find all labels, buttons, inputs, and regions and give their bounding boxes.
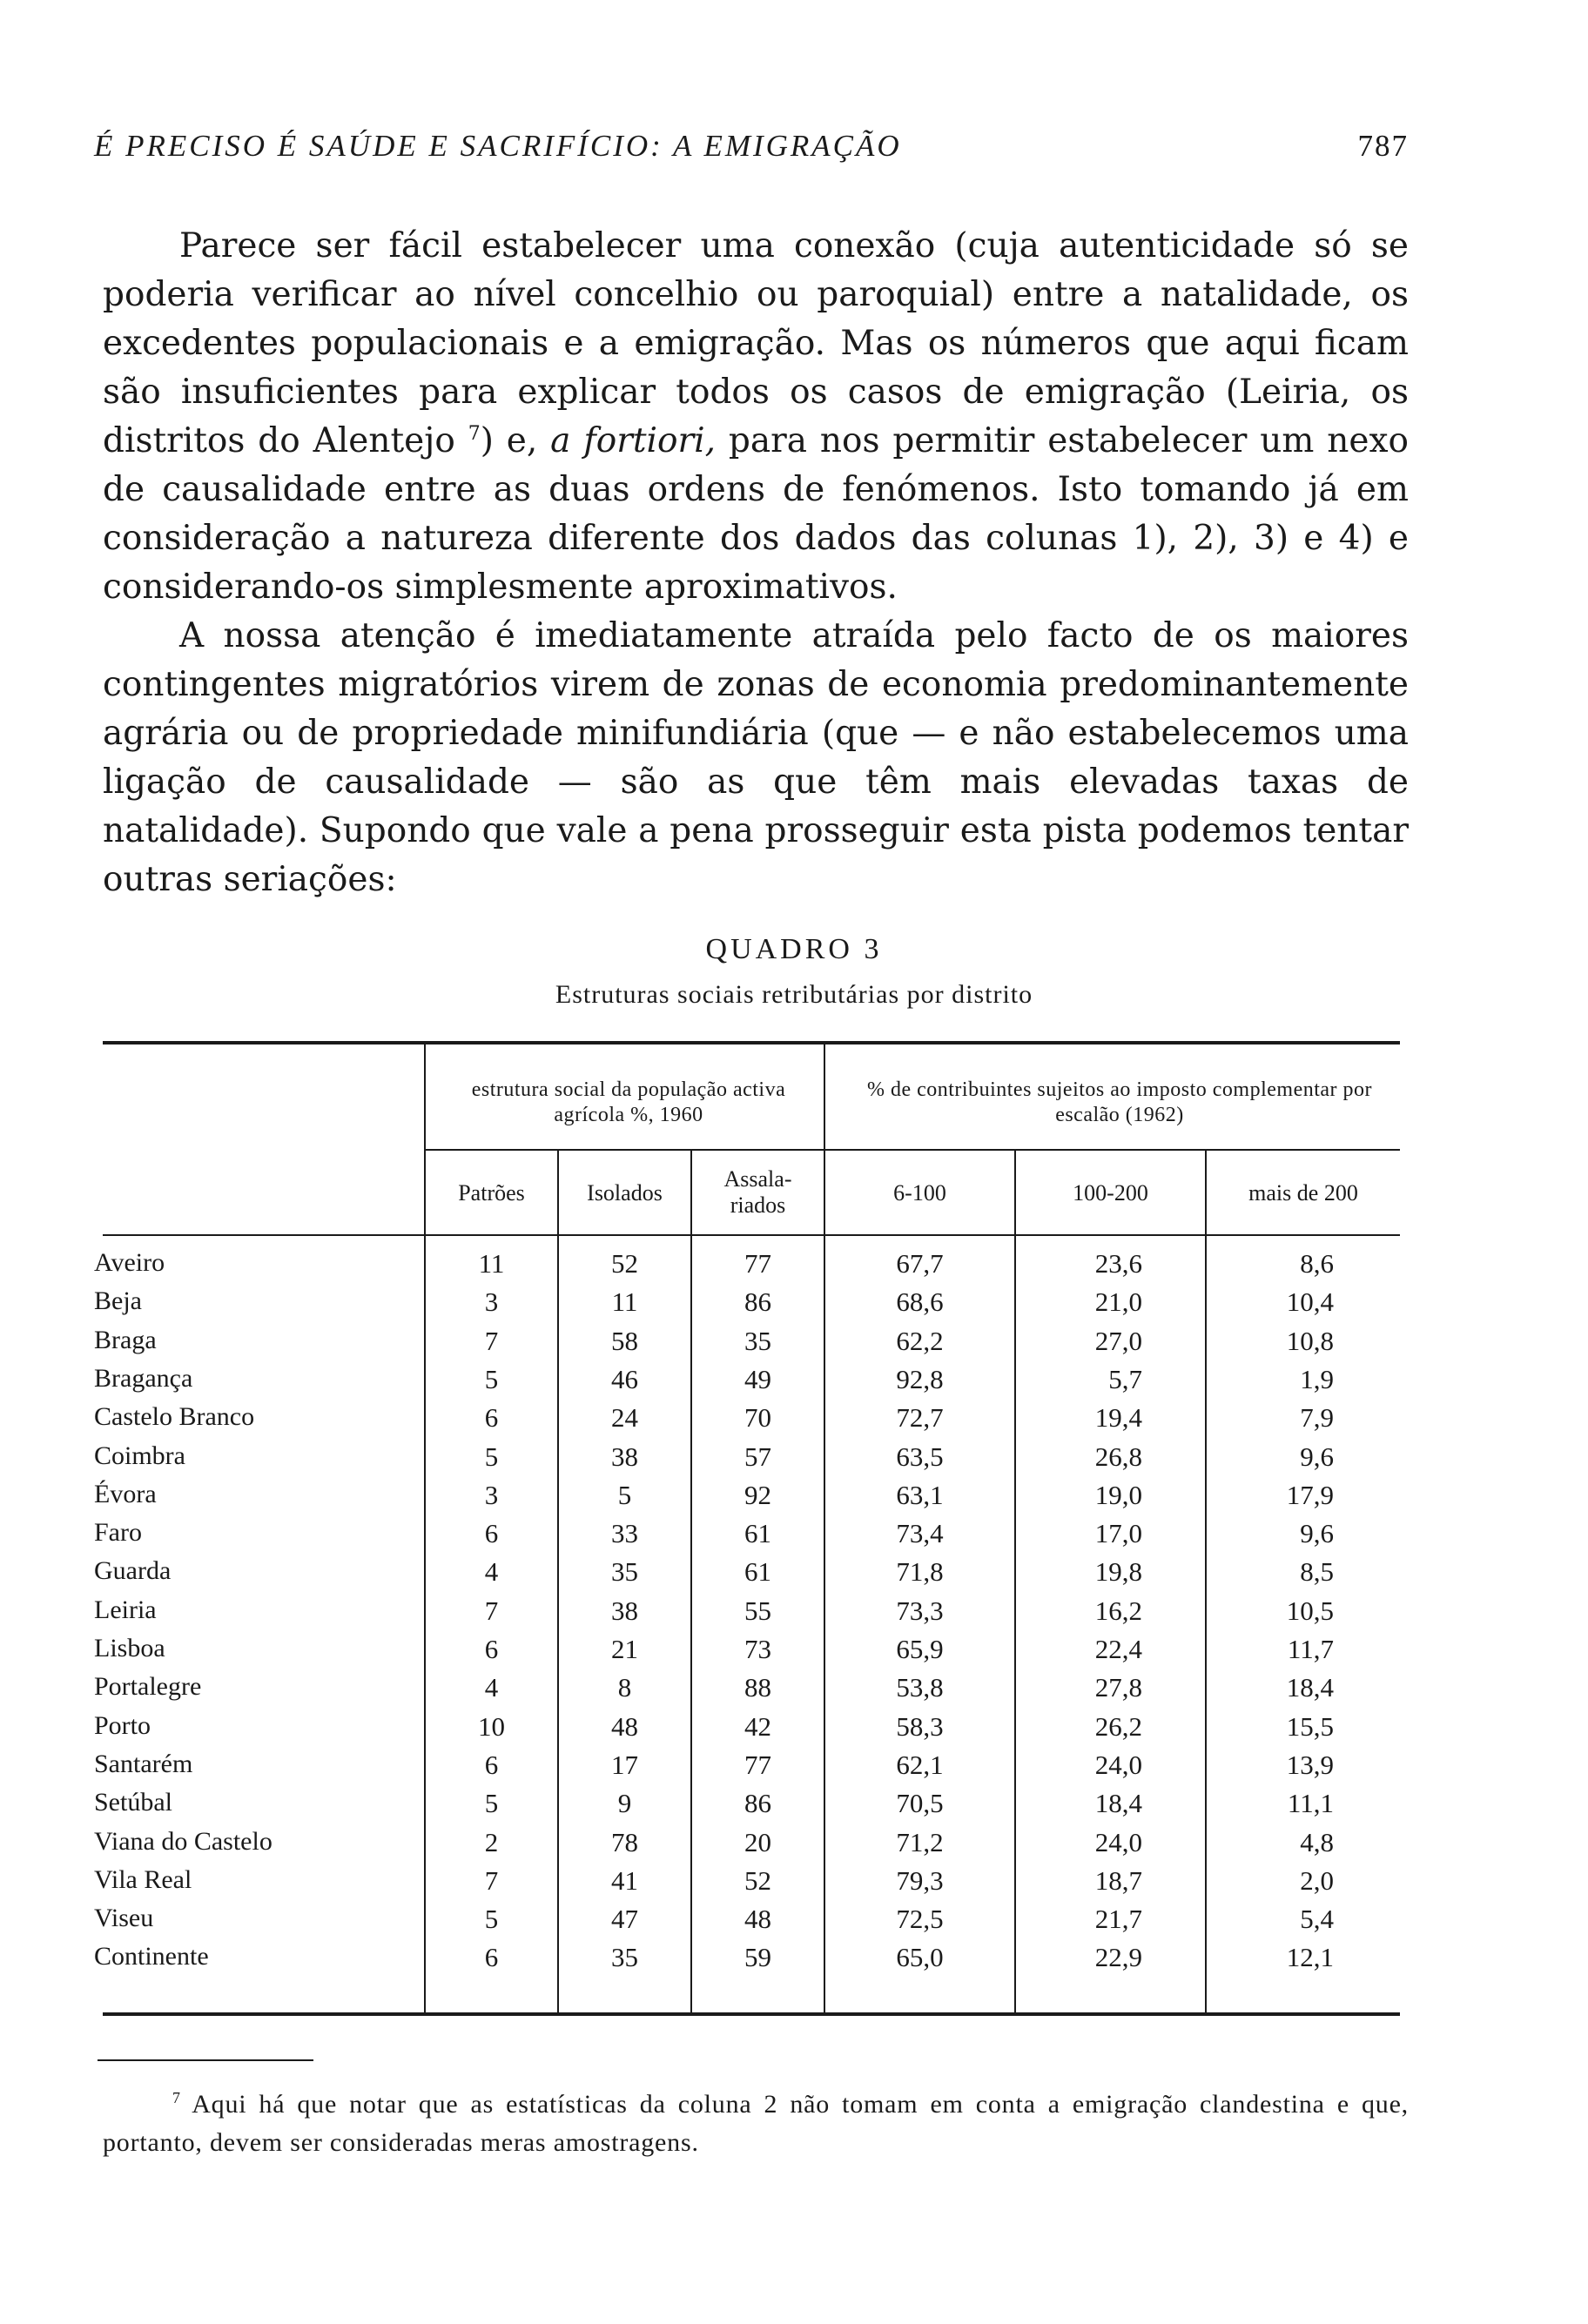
- row-district-label: [94, 1480, 409, 1518]
- table-cell-isolados: 24: [611, 1402, 638, 1433]
- table-cell-e6-100: 71,2: [896, 1827, 944, 1857]
- table-cell-assalariados: 59: [744, 1942, 771, 1972]
- table-cell-e6-100: 70,5: [896, 1788, 944, 1818]
- table-cell-e100-200: 17,0: [1094, 1518, 1142, 1548]
- district-name: Santarém: [94, 1750, 198, 1778]
- district-name: Porto: [94, 1711, 156, 1740]
- row-district-label: [94, 1750, 409, 1788]
- table-cell-e100-200: 22,4: [1094, 1634, 1142, 1664]
- table-cell-patroes: 11: [478, 1248, 505, 1279]
- table-cell-patroes: 3: [484, 1480, 499, 1510]
- table-cell-isolados: 17: [611, 1750, 638, 1780]
- table-cell-assalariados: 48: [744, 1904, 771, 1934]
- table-cell-e6-100: 73,3: [896, 1595, 944, 1626]
- footnote: [103, 2079, 1409, 2162]
- table-cell-patroes: 6: [484, 1518, 499, 1548]
- row-district-label: [94, 1634, 409, 1672]
- table-cell-isolados: 11: [611, 1286, 638, 1317]
- table-cell-patroes: 5: [484, 1364, 499, 1394]
- group-header-social-structure: estrutura social da população activa agrícola %, 1960: [471, 1078, 786, 1126]
- table-cell-assalariados: 57: [744, 1441, 771, 1472]
- table-cell-mais200: 17,9: [1286, 1480, 1334, 1510]
- table-cell-e6-100: 92,8: [896, 1364, 944, 1394]
- district-name: Portalegre: [94, 1672, 206, 1701]
- district-name: Bragança: [94, 1364, 198, 1393]
- table-cell-e6-100: 65,0: [896, 1942, 944, 1972]
- table-cell-e6-100: 53,8: [896, 1672, 944, 1703]
- table-cell-e100-200: 26,8: [1094, 1441, 1142, 1472]
- footnote-rule: [98, 2059, 313, 2061]
- running-title: É PRECISO É SAÚDE E SACRIFÍCIO: A EMIGRAÇÃO: [94, 129, 902, 163]
- column-header-isolados: Isolados: [587, 1180, 663, 1206]
- table-cell-isolados: 46: [611, 1364, 638, 1394]
- row-district-label: [94, 1556, 409, 1595]
- district-name: Braga: [94, 1326, 162, 1354]
- district-name: Viana do Castelo: [94, 1827, 278, 1856]
- table-cell-mais200: 12,1: [1286, 1942, 1334, 1972]
- table-cell-assalariados: 86: [744, 1788, 771, 1818]
- footnote-marker: 7: [172, 2089, 181, 2106]
- table-cell-assalariados: 73: [744, 1634, 771, 1664]
- table-cell-isolados: 48: [611, 1711, 638, 1742]
- table-cell-e100-200: 23,6: [1094, 1248, 1142, 1279]
- table-cell-mais200: 10,5: [1286, 1595, 1334, 1626]
- table-cell-e6-100: 67,7: [896, 1248, 944, 1279]
- district-name: Aveiro: [94, 1248, 170, 1277]
- table-cell-assalariados: 88: [744, 1672, 771, 1703]
- table-cell-patroes: 4: [484, 1556, 499, 1587]
- row-district-label: [94, 1672, 409, 1710]
- row-district-label: [94, 1942, 409, 1980]
- table-caption: Estruturas sociais retributárias por distrito: [555, 980, 1033, 1009]
- table-cell-mais200: 5,4: [1300, 1904, 1334, 1934]
- group-header-rule: [424, 1149, 1400, 1151]
- table-cell-mais200: 8,5: [1300, 1556, 1334, 1587]
- table-cell-e6-100: 72,7: [896, 1402, 944, 1433]
- table-cell-assalariados: 42: [744, 1711, 771, 1742]
- table-cell-isolados: 5: [617, 1480, 632, 1510]
- table-cell-e6-100: 63,1: [896, 1480, 944, 1510]
- district-name: Lisboa: [94, 1634, 171, 1662]
- table-cell-e100-200: 24,0: [1094, 1827, 1142, 1857]
- column-header-patroes: Patrões: [458, 1180, 525, 1206]
- table-cell-assalariados: 77: [744, 1248, 771, 1279]
- row-district-label: [94, 1827, 409, 1865]
- table-cell-mais200: 10,8: [1286, 1326, 1334, 1356]
- district-name: Faro: [94, 1518, 147, 1547]
- table-cell-isolados: 38: [611, 1441, 638, 1472]
- district-name: Viseu: [94, 1904, 158, 1932]
- table-cell-e100-200: 16,2: [1094, 1595, 1142, 1626]
- table-cell-isolados: 33: [611, 1518, 638, 1548]
- column-header-mais-200: mais de 200: [1248, 1180, 1358, 1206]
- table-cell-e100-200: 5,7: [1108, 1364, 1142, 1394]
- table-cell-assalariados: 77: [744, 1750, 771, 1780]
- row-district-label: [94, 1402, 409, 1441]
- table-cell-assalariados: 61: [744, 1518, 771, 1548]
- table-cell-patroes: 4: [484, 1672, 499, 1703]
- group-header-contributors: % de contribuintes sujeitos ao imposto complementar por escalão (1962): [866, 1078, 1373, 1126]
- table-cell-e100-200: 18,7: [1094, 1865, 1142, 1896]
- table-cell-mais200: 15,5: [1286, 1711, 1334, 1742]
- table-cell-mais200: 4,8: [1300, 1827, 1334, 1857]
- table-cell-isolados: 35: [611, 1556, 638, 1587]
- district-name: Évora: [94, 1480, 162, 1508]
- table-cell-e6-100: 79,3: [896, 1865, 944, 1896]
- table-cell-e6-100: 71,8: [896, 1556, 944, 1587]
- table-cell-isolados: 41: [611, 1865, 638, 1896]
- table-cell-assalariados: 20: [744, 1827, 771, 1857]
- table-cell-patroes: 6: [484, 1634, 499, 1664]
- table-cell-e100-200: 19,0: [1094, 1480, 1142, 1510]
- table-cell-assalariados: 49: [744, 1364, 771, 1394]
- paragraph-2: A nossa atenção é imediatamente atraída pelo facto de os maiores contingentes migratórios virem de zonas de economia predominantemente agrária ou de propriedade minifundiária (que — e não estabelecemos uma ligação de causalidade — são as que têm mais elevadas taxas de natalidade). Supondo que vale a pena prosseguir esta pista podemos tentar outras seriações:: [103, 616, 1409, 899]
- table-cell-e100-200: 21,0: [1094, 1286, 1142, 1317]
- footnote-reference: 7: [468, 423, 481, 445]
- table-cell-e6-100: 62,1: [896, 1750, 944, 1780]
- column-header-6-100: 6-100: [893, 1180, 946, 1206]
- table-cell-e100-200: 19,4: [1094, 1402, 1142, 1433]
- table-cell-patroes: 5: [484, 1788, 499, 1818]
- row-district-label: [94, 1865, 409, 1904]
- paragraph-1-part-a: Parece ser fácil estabelecer uma conexão (cuja autenticidade só se poderia verificar ao nível concelhio ou paroquial) entre a natalidade, os excedentes populacionais e a emigração. Mas os números que aqui ficam são insuficientes para explicar todos os casos de emigração (Leiria, os distritos do Alentejo: [103, 226, 1409, 460]
- table-cell-isolados: 38: [611, 1595, 638, 1626]
- district-name: Coimbra: [94, 1441, 191, 1470]
- table-cell-patroes: 3: [484, 1286, 499, 1317]
- column-header-100-200: 100-200: [1073, 1180, 1148, 1206]
- table-cell-e100-200: 19,8: [1094, 1556, 1142, 1587]
- table-cell-e100-200: 18,4: [1094, 1788, 1142, 1818]
- table-cell-mais200: 10,4: [1286, 1286, 1334, 1317]
- table-cell-isolados: 47: [611, 1904, 638, 1934]
- table-cell-e100-200: 21,7: [1094, 1904, 1142, 1934]
- table-cell-mais200: 9,6: [1300, 1518, 1334, 1548]
- table-cell-e6-100: 65,9: [896, 1634, 944, 1664]
- table-cell-e6-100: 68,6: [896, 1286, 944, 1317]
- table-cell-mais200: 1,9: [1300, 1364, 1334, 1394]
- table-cell-patroes: 6: [484, 1402, 499, 1433]
- row-district-label: [94, 1711, 409, 1750]
- district-name: Castelo Branco: [94, 1402, 259, 1431]
- district-name: Continente: [94, 1942, 214, 1971]
- table-cell-isolados: 52: [611, 1248, 638, 1279]
- row-district-label: [94, 1326, 409, 1364]
- table-cell-isolados: 35: [611, 1942, 638, 1972]
- paragraph-1-part-b: ) e,: [480, 421, 538, 460]
- table-cell-e6-100: 62,2: [896, 1326, 944, 1356]
- row-district-label: [94, 1788, 409, 1826]
- table-cell-e100-200: 22,9: [1094, 1942, 1142, 1972]
- latin-phrase: a fortiori,: [550, 421, 717, 460]
- row-district-label: [94, 1595, 409, 1634]
- table-cell-patroes: 6: [484, 1750, 499, 1780]
- table-cell-mais200: 2,0: [1300, 1865, 1334, 1896]
- row-district-label: [94, 1364, 409, 1402]
- district-name: Leiria: [94, 1595, 162, 1624]
- table-cell-mais200: 13,9: [1286, 1750, 1334, 1780]
- table-cell-isolados: 8: [617, 1672, 632, 1703]
- table-cell-assalariados: 55: [744, 1595, 771, 1626]
- table-number: QUADRO 3: [705, 933, 883, 965]
- table-cell-mais200: 8,6: [1300, 1248, 1334, 1279]
- district-name: Vila Real: [94, 1865, 197, 1894]
- table-cell-mais200: 11,1: [1287, 1788, 1334, 1818]
- table-cell-e100-200: 26,2: [1094, 1711, 1142, 1742]
- table-cell-patroes: 7: [484, 1865, 499, 1896]
- column-header-assalariados: Assala- riados: [723, 1166, 792, 1218]
- table-cell-e6-100: 58,3: [896, 1711, 944, 1742]
- table-cell-patroes: 7: [484, 1326, 499, 1356]
- table-cell-patroes: 5: [484, 1904, 499, 1934]
- table-cell-assalariados: 52: [744, 1865, 771, 1896]
- paragraph-1-part-c: para nos permitir estabelecer um nexo de causalidade entre as duas ordens de fenómenos. Isto tomando já em consideração a natureza diferente dos dados das colunas 1), 2), 3) e 4) e considerando-os simplesmente aproximativos.: [103, 421, 1409, 607]
- table-cell-e100-200: 27,8: [1094, 1672, 1142, 1703]
- table-cell-assalariados: 70: [744, 1402, 771, 1433]
- table-cell-isolados: 21: [611, 1634, 638, 1664]
- table-cell-patroes: 7: [484, 1595, 499, 1626]
- table-cell-assalariados: 92: [744, 1480, 771, 1510]
- table-cell-assalariados: 35: [744, 1326, 771, 1356]
- table-cell-e100-200: 27,0: [1094, 1326, 1142, 1356]
- table-cell-mais200: 9,6: [1300, 1441, 1334, 1472]
- table-cell-e6-100: 63,5: [896, 1441, 944, 1472]
- table-cell-patroes: 2: [484, 1827, 499, 1857]
- table-cell-isolados: 9: [617, 1788, 632, 1818]
- table-cell-isolados: 58: [611, 1326, 638, 1356]
- footnote-text: Aqui há que notar que as estatísticas da coluna 2 não tomam em conta a emigração clandestina e que, portanto, devem ser consideradas meras amostragens.: [103, 2090, 1409, 2157]
- table-cell-mais200: 11,7: [1287, 1634, 1334, 1664]
- table-cell-assalariados: 86: [744, 1286, 771, 1317]
- table-cell-patroes: 10: [478, 1711, 505, 1742]
- row-district-label: [94, 1904, 409, 1942]
- row-district-label: [94, 1518, 409, 1556]
- table-cell-mais200: 7,9: [1300, 1402, 1334, 1433]
- page-number: 787: [1357, 129, 1409, 163]
- table-cell-e100-200: 24,0: [1094, 1750, 1142, 1780]
- row-district-label: [94, 1248, 409, 1286]
- table-cell-mais200: 18,4: [1286, 1672, 1334, 1703]
- table-cell-patroes: 5: [484, 1441, 499, 1472]
- table-bottom-rule: [103, 2012, 1400, 2016]
- table-cell-patroes: 6: [484, 1942, 499, 1972]
- district-name: Beja: [94, 1286, 147, 1315]
- table-cell-isolados: 78: [611, 1827, 638, 1857]
- row-district-label: [94, 1441, 409, 1480]
- district-name: Setúbal: [94, 1788, 178, 1817]
- row-district-label: [94, 1286, 409, 1325]
- table-top-rule: [103, 1041, 1400, 1044]
- table-cell-e6-100: 73,4: [896, 1518, 944, 1548]
- table-cell-assalariados: 61: [744, 1556, 771, 1587]
- district-name: Guarda: [94, 1556, 176, 1585]
- table-cell-e6-100: 72,5: [896, 1904, 944, 1934]
